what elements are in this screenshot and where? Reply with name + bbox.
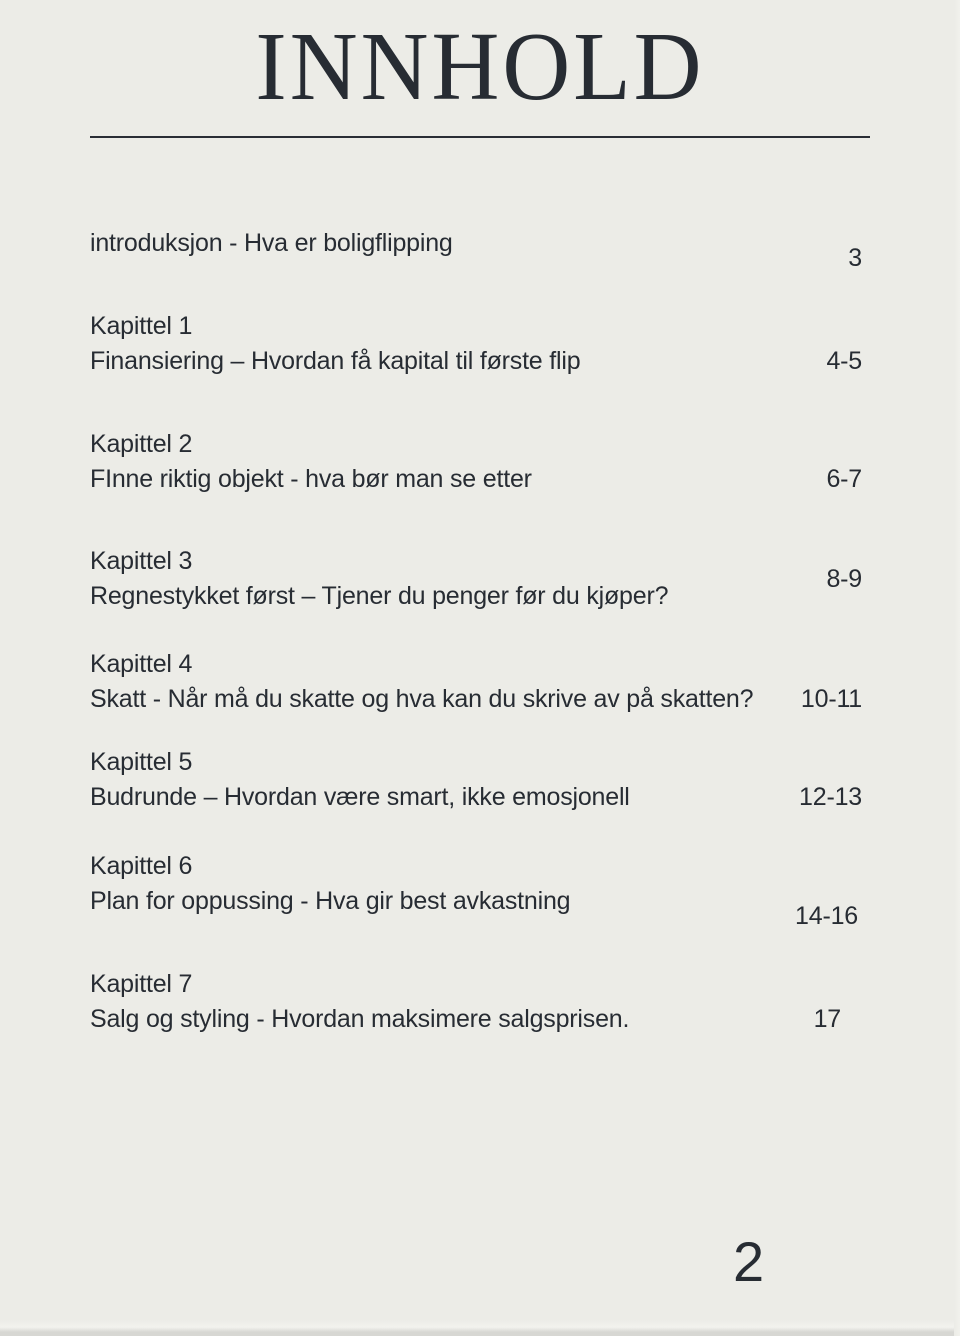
toc-chapter-label: Kapittel 1	[90, 312, 193, 340]
toc-page-number: 8-9	[826, 564, 862, 593]
toc-entry-title: Salg og styling - Hvordan maksimere salgsprisen.	[90, 1005, 630, 1033]
toc-entry-title: FInne riktig objekt - hva bør man se etter	[90, 465, 532, 493]
toc-chapter-label: Kapittel 2	[90, 430, 193, 458]
toc-entry-title: Budrunde – Hvordan være smart, ikke emosjonell	[90, 783, 630, 811]
toc-chapter-label: Kapittel 5	[90, 748, 193, 776]
toc-entry-chapter-5	[90, 745, 862, 815]
toc-entry-title: Regnestykket først – Tjener du penger før du kjøper?	[90, 582, 669, 610]
page-header	[0, 0, 960, 138]
page-number: 2	[733, 1230, 765, 1293]
toc-entry-chapter-3	[90, 544, 862, 614]
toc-page-number: 3	[848, 244, 862, 272]
table-of-contents	[0, 138, 960, 1037]
toc-entry-title: Plan for oppussing - Hva gir best avkastning	[90, 887, 571, 915]
toc-entry-chapter-4	[90, 647, 862, 717]
page-right-edge	[954, 0, 960, 1336]
toc-entry-chapter-7	[90, 967, 862, 1037]
toc-chapter-label: Kapittel 3	[90, 547, 193, 575]
toc-page-number: 6-7	[826, 465, 862, 493]
toc-entry-chapter-6	[90, 849, 862, 930]
toc-chapter-label: Kapittel 6	[90, 852, 193, 880]
toc-entry-chapter-2	[90, 427, 862, 497]
toc-entry-title: Finansiering – Hvordan få kapital til første flip	[90, 347, 581, 375]
page-bottom-edge	[0, 1320, 960, 1336]
toc-page-number: 10-11	[800, 685, 862, 713]
toc-entry-title: introduksjon - Hva er boligflipping	[90, 229, 453, 257]
toc-entry-title: Skatt - Når må du skatte og hva kan du skrive av på skatten?	[90, 685, 754, 713]
toc-entry-chapter-1	[90, 309, 862, 379]
toc-chapter-label: Kapittel 4	[90, 650, 193, 678]
toc-page-number: 4-5	[826, 347, 862, 375]
toc-page-number: 12-13	[799, 783, 862, 811]
toc-page-number: 14-16	[795, 902, 858, 930]
page-title: INNHOLD	[255, 12, 705, 121]
toc-chapter-label: Kapittel 7	[90, 970, 193, 998]
toc-entry-introduction	[90, 226, 862, 272]
toc-page-number: 17	[813, 1005, 841, 1033]
